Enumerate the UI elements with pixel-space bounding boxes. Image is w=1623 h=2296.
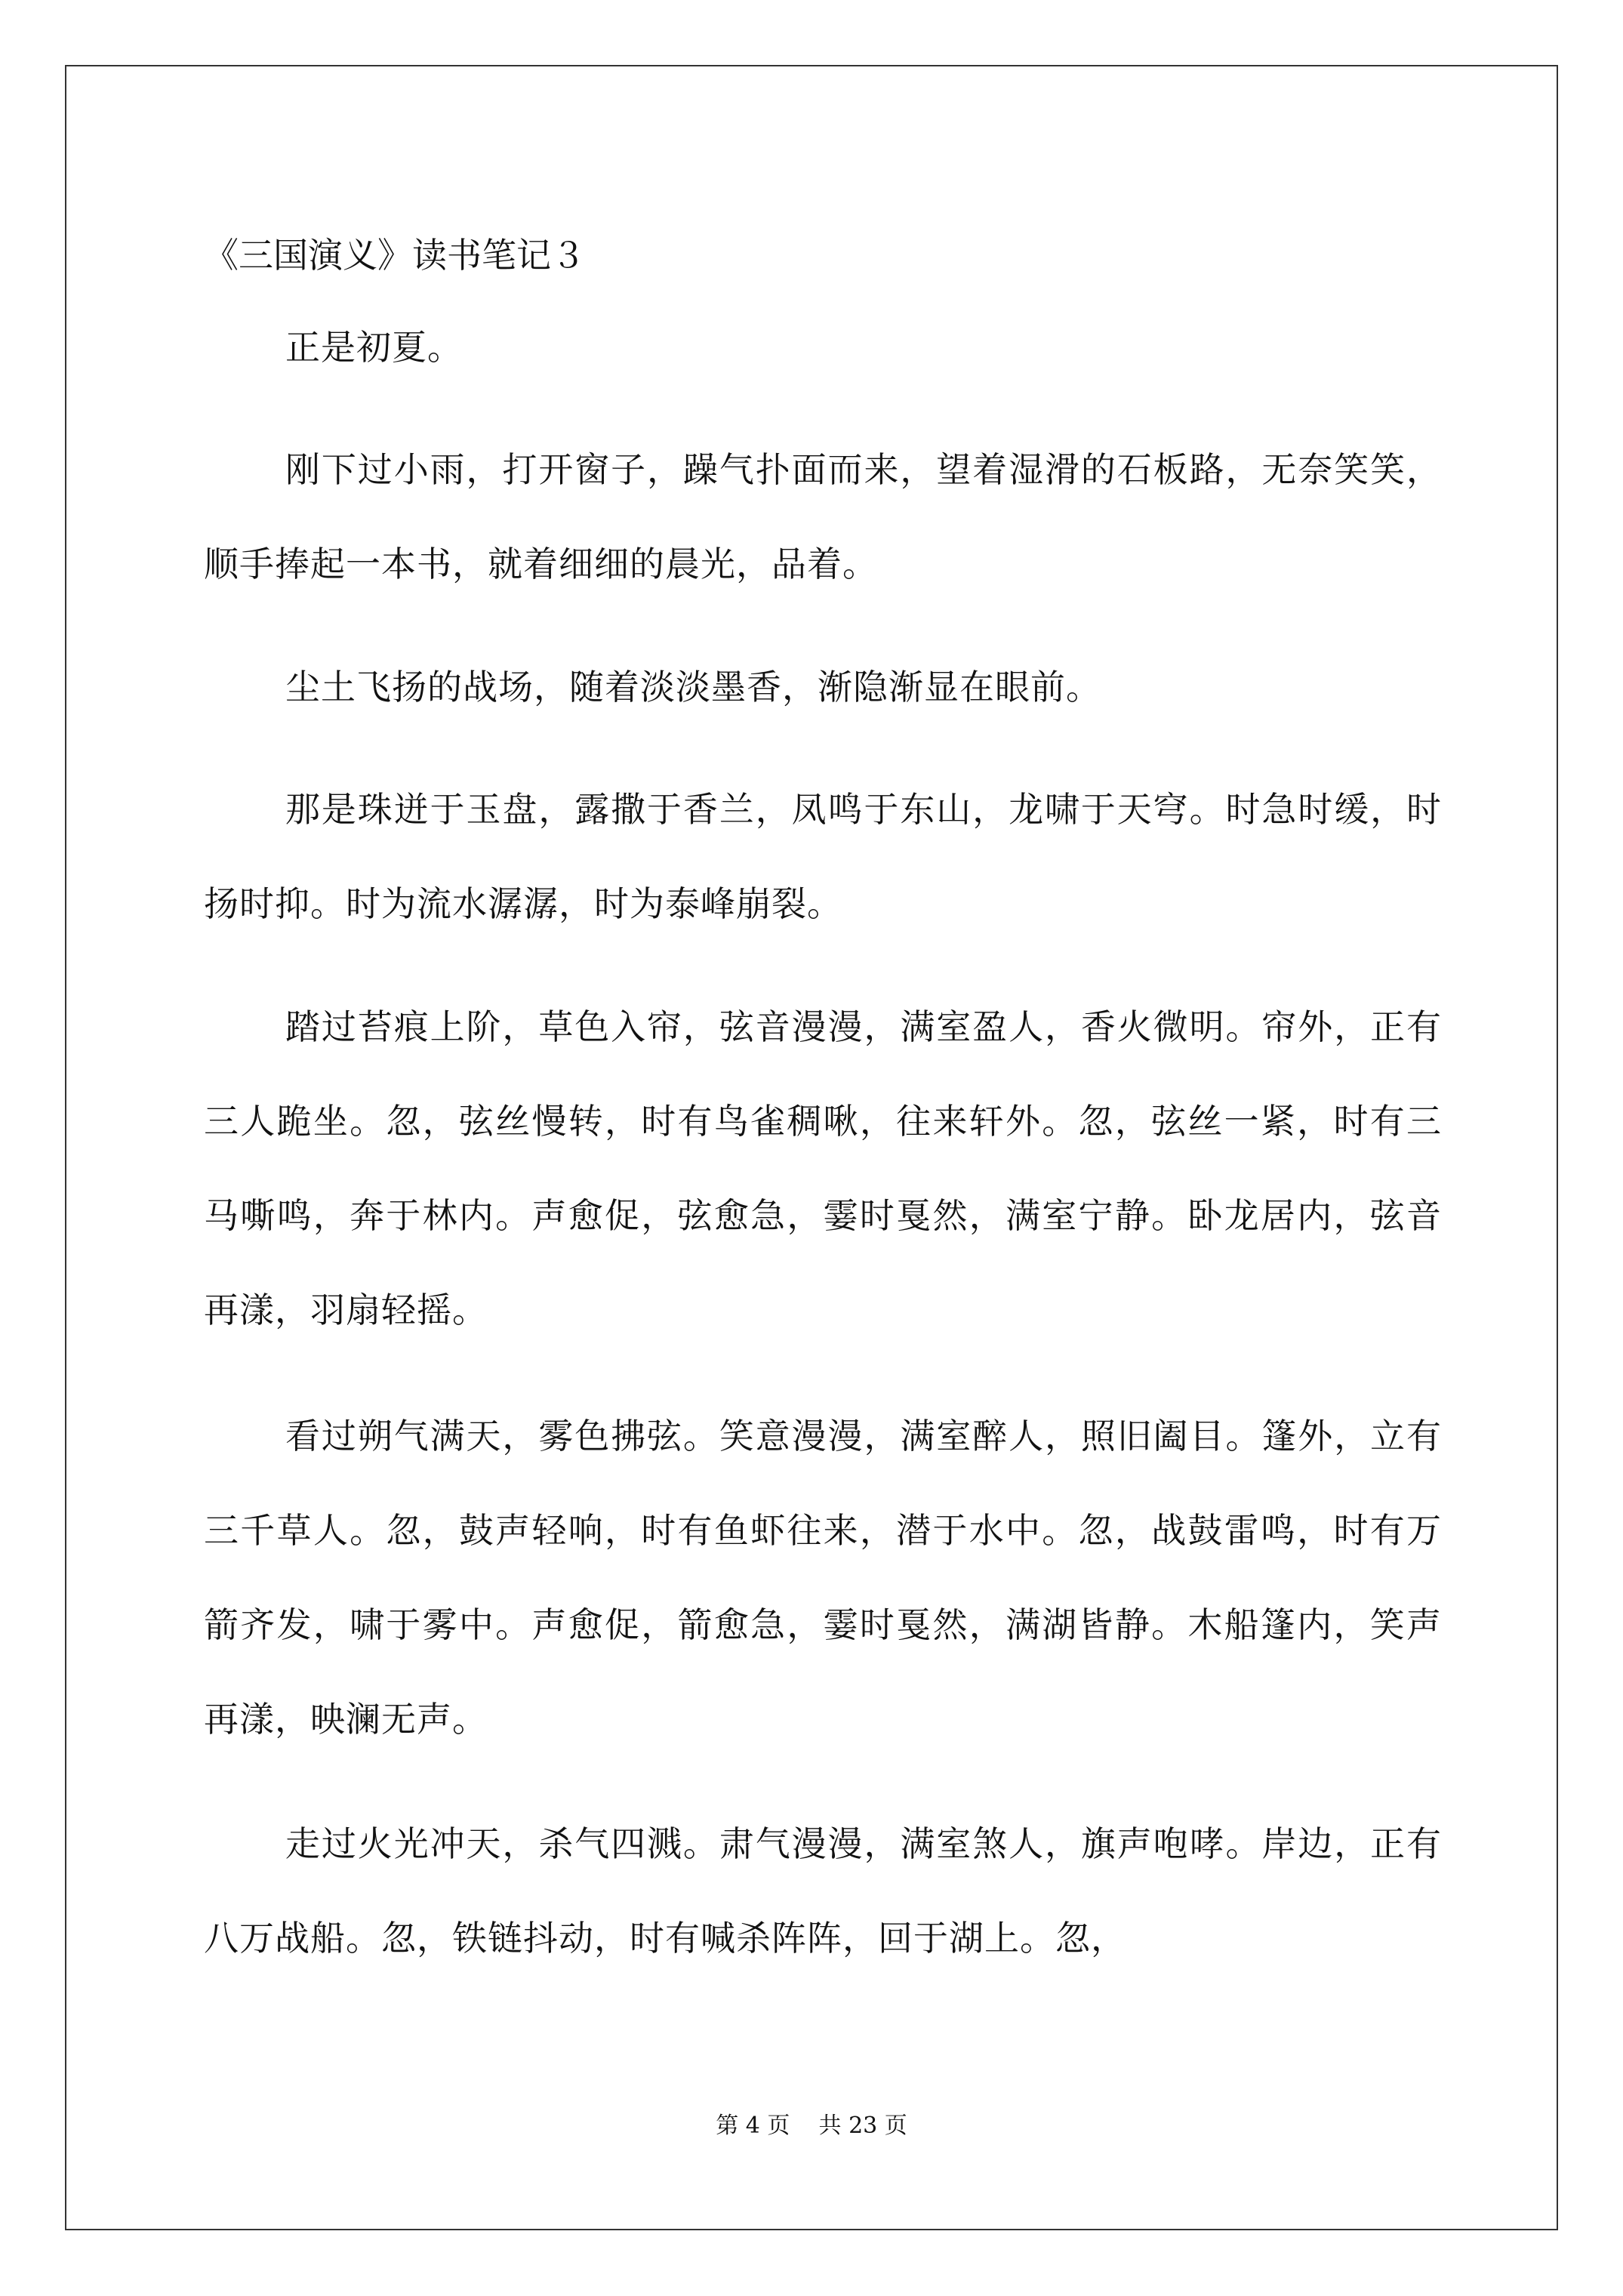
page-total: 共 23 页 [818, 2113, 907, 2139]
paragraph-1: 正是初夏。 [285, 327, 463, 368]
document-title: 《三国演义》读书笔记３ [204, 235, 586, 276]
paragraph-7: 走过火光冲天，杀气四溅。肃气漫漫，满室煞人，旗声咆哮。岸边，正有八万战船。忽，铁链抖动，时有喊杀阵阵，回于湖上。忽， [204, 1823, 1442, 1959]
paragraph-5: 踏过苔痕上阶，草色入帘，弦音漫漫，满室盈人，香火微明。帘外，正有三人跪坐。忽，弦丝慢转，时有鸟雀稠啾，往来轩外。忽，弦丝一紧，时有三马嘶鸣，奔于林内。声愈促，弦愈急，霎时戛然，满室宁静。卧龙居内，弦音再漾，羽扇轻摇。 [204, 1006, 1442, 1330]
paragraph-6: 看过朔气满天，雾色拂弦。笑意漫漫，满室醉人，照旧阖目。篷外，立有三千草人。忽，鼓声轻响，时有鱼虾往来，潜于水中。忽，战鼓雷鸣，时有万箭齐发，啸于雾中。声愈促，箭愈急，霎时戛然，满湖皆静。木船篷内，笑声再漾，映澜无声。 [204, 1416, 1442, 1740]
paragraph-3: 尘土飞扬的战场，随着淡淡墨香，渐隐渐显在眼前。 [285, 667, 1101, 707]
paragraph-2: 刚下过小雨，打开窗子，躁气扑面而来，望着湿滑的石板路，无奈笑笑，顺手捧起一本书，就着细细的晨光，品着。 [204, 449, 1442, 584]
page-footer [0, 2111, 1623, 2141]
page-number: 第 4 页 [716, 2113, 790, 2139]
paragraph-4: 那是珠迸于玉盘，露撒于香兰，凤鸣于东山，龙啸于天穹。时急时缓，时扬时抑。时为流水潺潺，时为泰峰崩裂。 [204, 789, 1442, 924]
